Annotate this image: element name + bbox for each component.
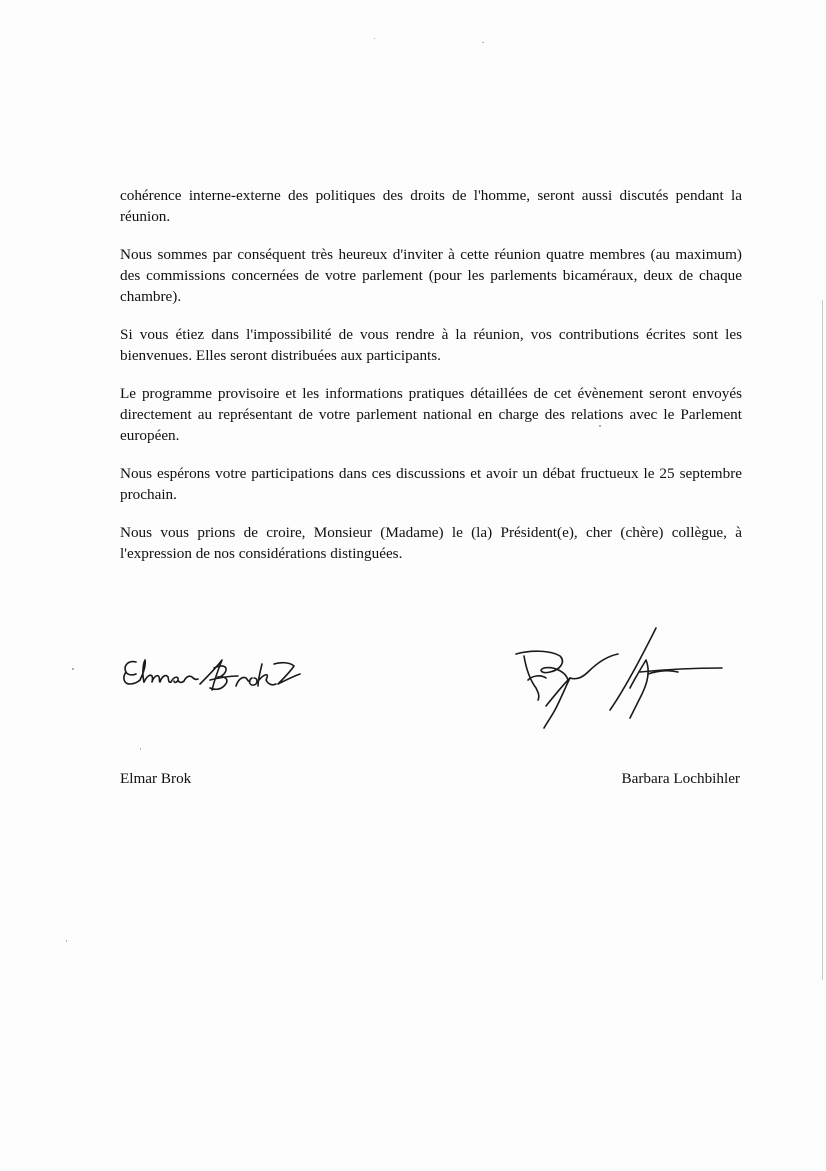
scan-edge-mark	[822, 300, 823, 980]
letter-paragraph: cohérence interne-externe des politiques des droits de l'homme, seront aussi discutés pendant la réunion.	[120, 187, 742, 225]
letter-paragraph: Nous espérons votre participations dans ces discussions et avoir un débat fructueux le 25 septembre prochain.	[120, 465, 742, 503]
signatory-name-left: Elmar Brok	[120, 770, 192, 787]
scan-speck	[482, 42, 484, 43]
closing-paragraph: Nous vous prions de croire, Monsieur (Madame) le (la) Président(e), cher (chère) collègue, à l'expression de nos considérations distinguées.	[120, 524, 742, 562]
letter-paragraph: Si vous étiez dans l'impossibilité de vous rendre à la réunion, vos contributions écrites sont les bienvenues. Elles seront distribuées aux participants.	[120, 326, 742, 364]
scan-speck	[72, 668, 74, 670]
scan-speck	[66, 940, 67, 942]
signature-barbara-lochbihler	[510, 620, 730, 740]
signature-elmar-brok	[118, 650, 318, 700]
letter-paragraph: Nous sommes par conséquent très heureux d'inviter à cette réunion quatre membres (au maximum) des commissions concernées de votre parlement (pour les parlements bicaméraux, deux de chaque chambre).	[120, 246, 742, 305]
signatory-name-right: Barbara Lochbihler	[621, 770, 740, 787]
scan-speck	[140, 748, 141, 750]
letter-body	[120, 185, 742, 581]
scan-speck	[374, 38, 375, 39]
letter-paragraph: Le programme provisoire et les informations pratiques détaillées de cet évènement seront envoyés directement au représentant de votre parlement national en charge des relations avec le Parlement européen.	[120, 385, 742, 444]
